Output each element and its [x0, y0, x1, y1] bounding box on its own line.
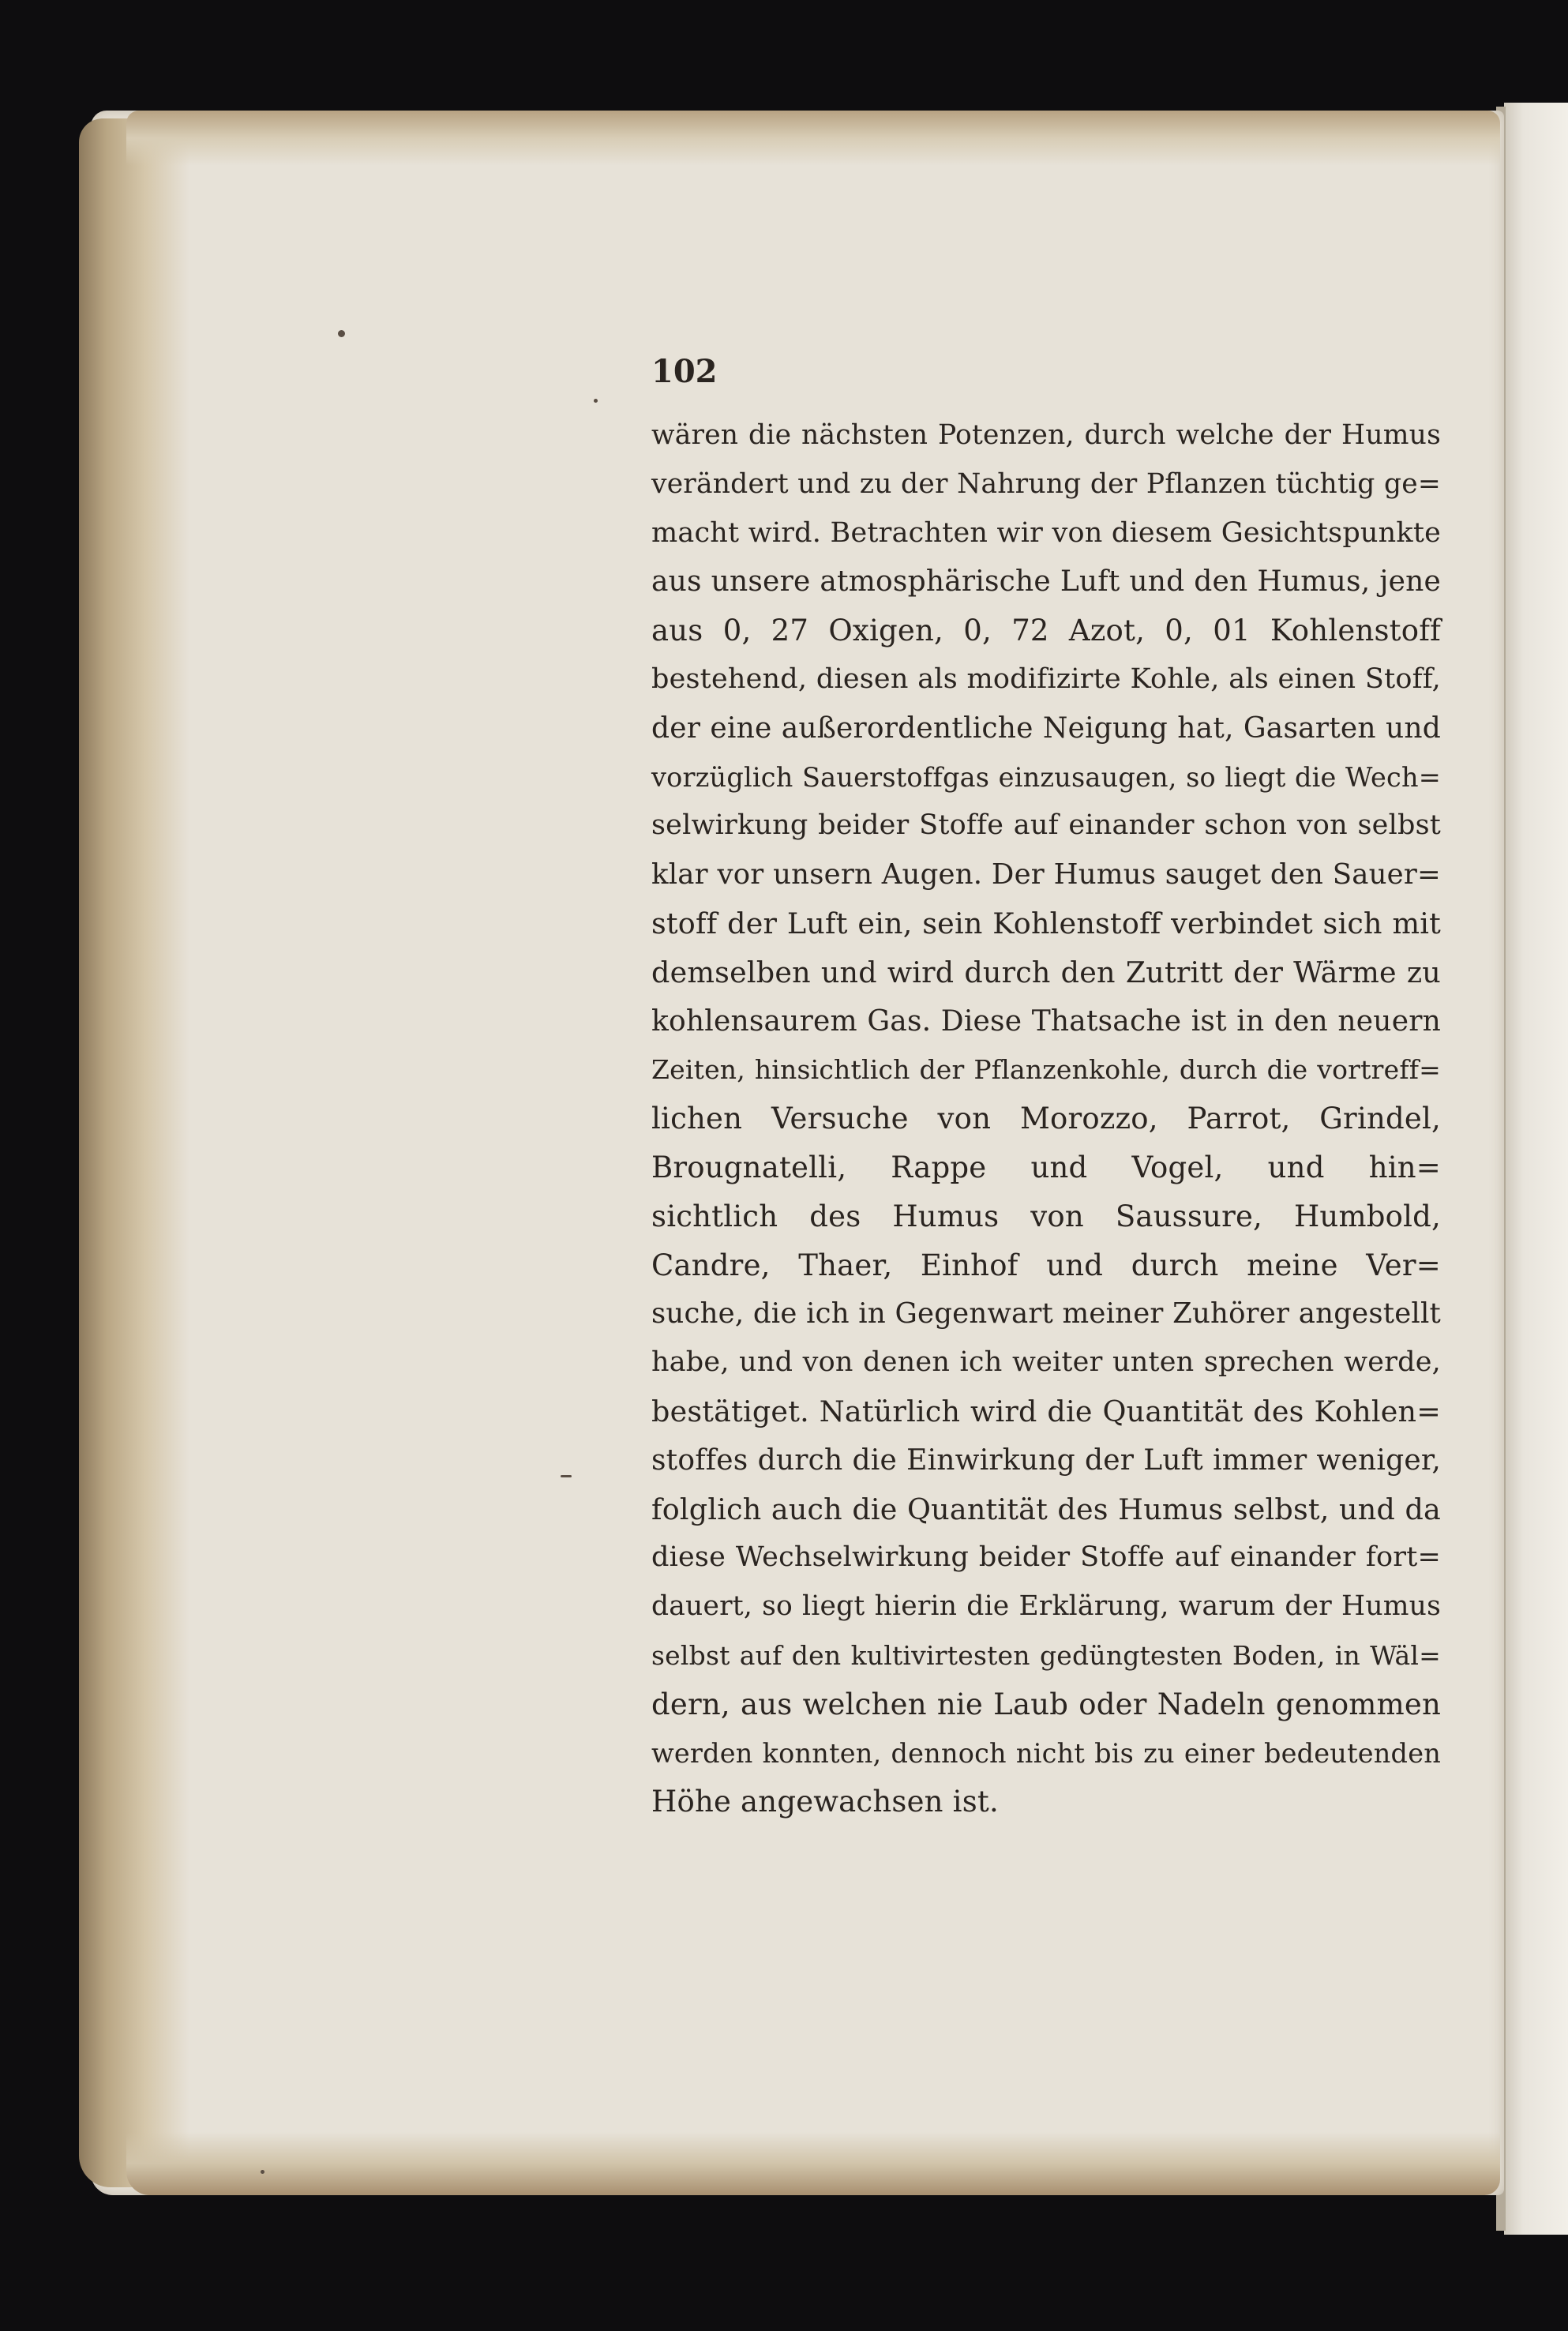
worn-page-edge-top — [126, 111, 1500, 166]
text-line: Zeiten, hinsichtlich der Pflanzenkohle, durch die vortreff= — [651, 1054, 1441, 1086]
text-line: sichtlich des Humus von Saussure, Humbold, — [651, 1199, 1441, 1233]
text-line: bestätiget. Natürlich wird die Quantität des Kohlen= — [651, 1394, 1441, 1428]
facing-page-edge — [1504, 103, 1568, 2235]
text-line: macht wird. Betrachten wir von diesem Gesichtspunkte — [651, 516, 1441, 549]
text-line: vorzüglich Sauerstoffgas einzusaugen, so liegt die Wech= — [651, 761, 1441, 793]
text-line: werden konnten, dennoch nicht bis zu einer bedeutenden — [651, 1737, 1441, 1769]
text-line: folglich auch die Quantität des Humus selbst, und da — [651, 1492, 1441, 1526]
paper-speck — [561, 1475, 572, 1477]
text-line: klar vor unsern Augen. Der Humus sauget den Sauer= — [651, 858, 1441, 891]
text-line: dauert, so liegt hierin die Erklärung, warum der Humus — [651, 1590, 1441, 1623]
text-line: bestehend, diesen als modifizirte Kohle, als einen Stoff, — [651, 663, 1441, 695]
text-line: stoff der Luft ein, sein Kohlenstoff verbindet sich mit — [651, 906, 1441, 940]
text-line: der eine außerordentliche Neigung hat, Gasarten und — [651, 711, 1441, 745]
paper-speck — [261, 2170, 264, 2174]
text-line: Brougnatelli, Rappe und Vogel, und hin= — [651, 1150, 1441, 1184]
text-line: selwirkung beider Stoffe auf einander schon von selbst — [651, 809, 1441, 842]
text-line: verändert und zu der Nahrung der Pflanzen tüchtig ge= — [651, 467, 1441, 500]
text-line: wären die nächsten Potenzen, durch welche der Humus — [651, 419, 1441, 451]
text-line: Candre, Thaer, Einhof und durch meine Ver= — [651, 1248, 1441, 1282]
text-line: lichen Versuche von Morozzo, Parrot, Grindel, — [651, 1102, 1441, 1136]
text-line: stoffes durch die Einwirkung der Luft immer weniger, — [651, 1443, 1441, 1477]
text-line: diese Wechselwirkung beider Stoffe auf einander fort= — [651, 1541, 1441, 1574]
text-line: kohlensaurem Gas. Diese Thatsache ist in den neuern — [651, 1004, 1441, 1038]
page-text — [651, 351, 1441, 1826]
worn-page-edge-bottom — [126, 2132, 1500, 2195]
worn-page-edge-left — [79, 118, 189, 2187]
text-line: demselben und wird durch den Zutritt der Wärme zu — [651, 955, 1441, 989]
text-line: dern, aus welchen nie Laub oder Nadeln genommen — [651, 1687, 1441, 1721]
text-line: selbst auf den kultivirtesten gedüngtesten Boden, in Wäl= — [651, 1639, 1441, 1671]
text-line: aus 0, 27 Oxigen, 0, 72 Azot, 0, 01 Kohlenstoff — [651, 614, 1441, 648]
text-line: habe, und von denen ich weiter unten sprechen werde, — [651, 1346, 1441, 1379]
text-line: aus unsere atmosphärische Luft und den Humus, jene — [651, 565, 1441, 599]
paper-speck — [594, 399, 598, 403]
text-line: Höhe angewachsen ist. — [651, 1785, 999, 1819]
text-line: suche, die ich in Gegenwart meiner Zuhörer angestellt — [651, 1297, 1441, 1331]
page-number: 102 — [651, 353, 718, 390]
paper-speck — [338, 330, 345, 337]
